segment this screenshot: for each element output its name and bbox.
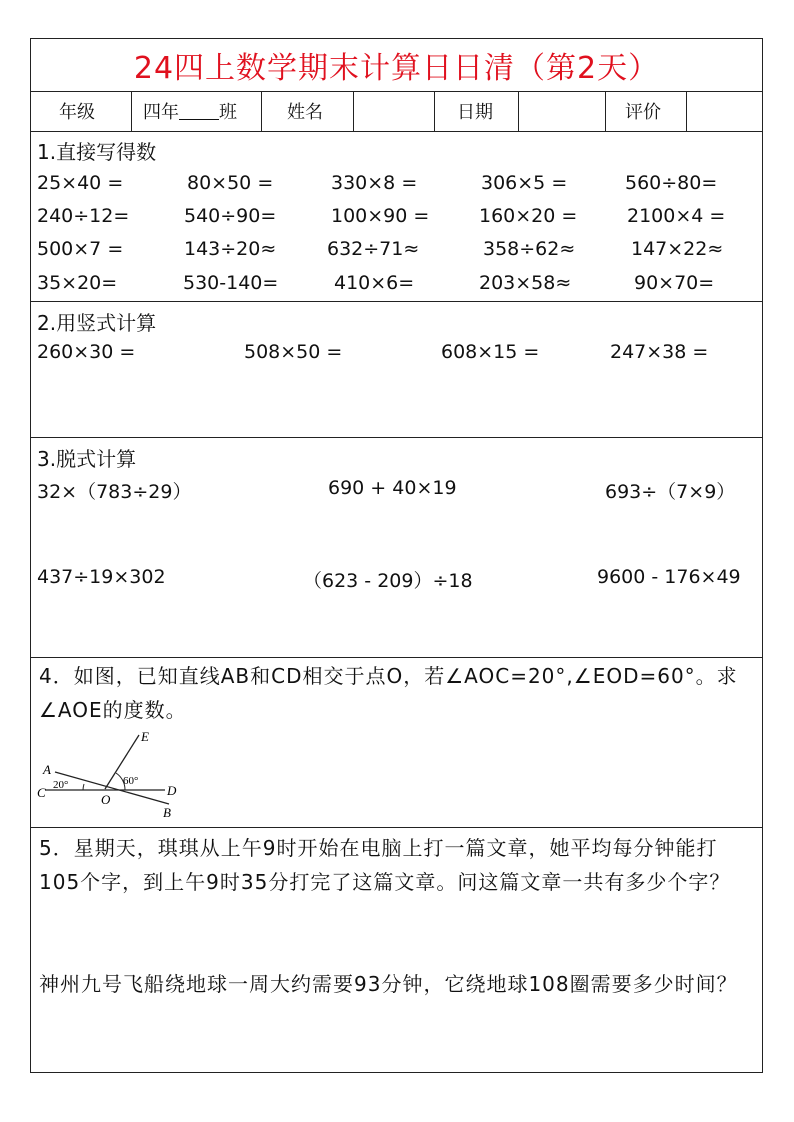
problem: 25×40 = [37,172,124,194]
problem: 143÷20≈ [184,238,277,260]
vertical-problem: 247×38 = [610,341,709,363]
stepwise-problem: 437÷19×302 [37,566,166,588]
label-a: A [43,762,51,777]
eval-input[interactable] [687,91,763,131]
label-e: E [141,729,149,744]
problem: 500×7 = [37,238,124,260]
stepwise-problem: （623 - 209）÷18 [303,570,473,592]
eval-label: 评价 [625,102,661,123]
word-problem-1: 5．星期天，琪琪从上午9时开始在电脑上打一篇文章，她平均每分钟能打105个字，到上午9时35分打完了这篇文章。问这篇文章一共有多少个字？ [39,836,731,894]
problem: 240÷12= [37,205,130,227]
vertical-problem: 260×30 = [37,341,136,363]
label-o: O [101,792,111,807]
problem: 560÷80= [625,172,718,194]
stepwise-problem: 9600 - 176×49 [597,566,741,588]
section3-heading: 3.脱式计算 [37,447,137,471]
problem: 90×70= [634,272,715,294]
section2-heading: 2.用竖式计算 [37,311,157,335]
class-field[interactable] [143,91,237,131]
class-blank[interactable] [179,103,219,120]
vertical-problem: 608×15 = [441,341,540,363]
name-input[interactable] [354,91,434,131]
stepwise-problem: 693÷（7×9） [605,481,736,503]
problem: 203×58≈ [479,272,572,294]
stepwise-problem: 690 + 40×19 [328,477,457,499]
grade-label: 年级 [59,102,95,123]
problem: 35×20= [37,272,118,294]
class-suffix: 班 [219,102,237,123]
info-row [31,91,762,132]
problem: 632÷71≈ [327,238,420,260]
label-b: B [163,805,171,819]
problem: 147×22≈ [631,238,724,260]
angle-figure [31,729,191,819]
worksheet-title: 24四上数学期末计算日日清（第2天） [31,39,762,92]
label-c: C [37,785,46,800]
problem: 410×6= [334,272,415,294]
problem: 530-140= [183,272,279,294]
section1-heading: 1.直接写得数 [37,140,157,164]
problem: 330×8 = [331,172,418,194]
problem: 160×20 = [479,205,578,227]
problem: 80×50 = [187,172,274,194]
worksheet-frame [30,38,763,1073]
date-label: 日期 [457,102,493,123]
geometry-question: 4．如图，已知直线AB和CD相交于点O，若∠AOC=20°,∠EOD=60°。求∠AOE的度数。 [39,664,738,722]
problem: 100×90 = [331,205,430,227]
angle-eod-label: 60° [123,775,139,787]
stepwise-problem: 32×（783÷29） [37,481,192,503]
class-prefix: 四年 [143,102,179,123]
vertical-problem: 508×50 = [244,341,343,363]
date-input[interactable] [519,91,605,131]
label-d: D [167,783,177,798]
problem: 2100×4 = [627,205,726,227]
problem: 540÷90= [184,205,277,227]
name-label: 姓名 [287,102,323,123]
angle-aoc-label: 20° [53,779,69,791]
problem: 358÷62≈ [483,238,576,260]
problem: 306×5 = [481,172,568,194]
word-problem-2: 神州九号飞船绕地球一周大约需要93分钟，它绕地球108圈需要多少时间？ [39,972,738,996]
